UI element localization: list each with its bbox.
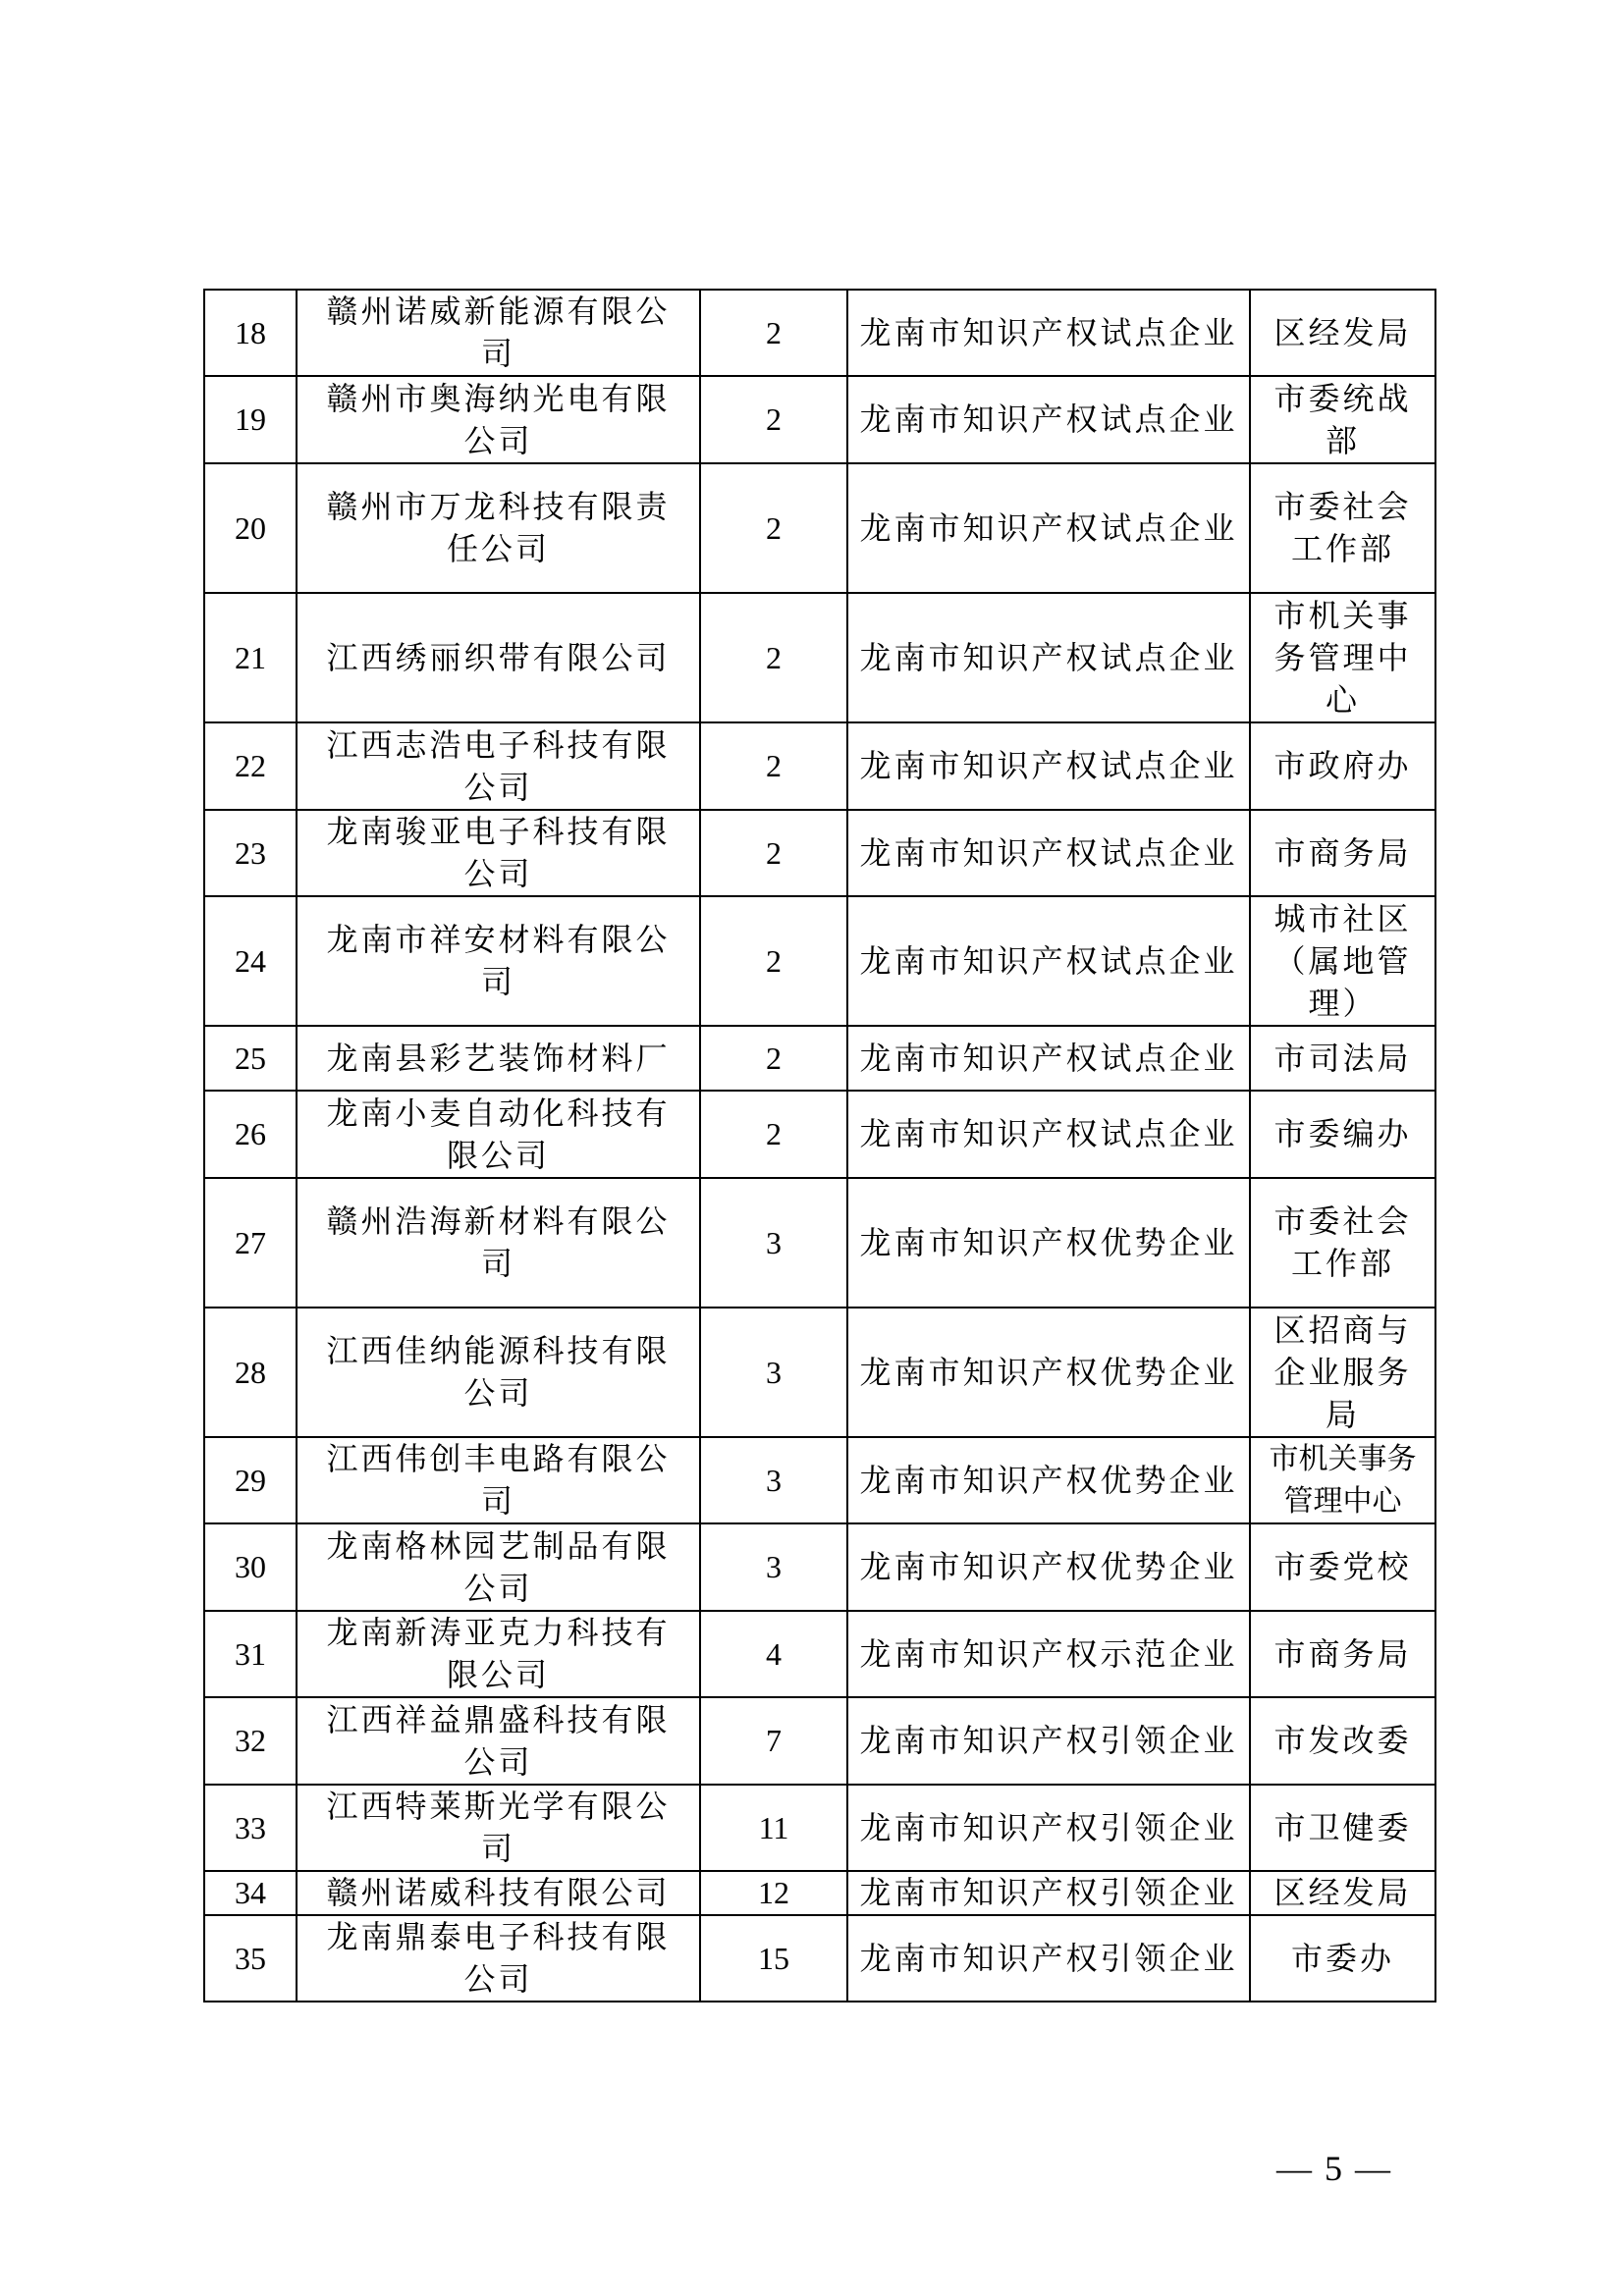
row-number-cell: 30 <box>204 1523 297 1611</box>
enterprise-type-cell: 龙南市知识产权试点企业 <box>847 290 1250 376</box>
enterprise-type-cell: 龙南市知识产权优势企业 <box>847 1308 1250 1437</box>
table-row <box>204 593 1435 722</box>
table-row <box>204 1437 1435 1523</box>
department-cell: 区经发局 <box>1250 290 1435 376</box>
enterprise-type-cell: 龙南市知识产权优势企业 <box>847 1178 1250 1308</box>
amount-cell: 3 <box>700 1523 847 1611</box>
department-cell: 区经发局 <box>1250 1871 1435 1915</box>
row-number-cell: 24 <box>204 896 297 1026</box>
enterprise-type-cell: 龙南市知识产权试点企业 <box>847 593 1250 722</box>
amount-cell: 2 <box>700 722 847 810</box>
amount-cell: 12 <box>700 1871 847 1915</box>
company-name-cell: 龙南格林园艺制品有限公司 <box>297 1523 700 1611</box>
amount-cell: 3 <box>700 1308 847 1437</box>
department-cell: 市司法局 <box>1250 1026 1435 1091</box>
enterprise-type-cell: 龙南市知识产权试点企业 <box>847 810 1250 896</box>
amount-cell: 2 <box>700 896 847 1026</box>
table-row <box>204 896 1435 1026</box>
row-number-cell: 33 <box>204 1785 297 1871</box>
enterprise-type-cell: 龙南市知识产权试点企业 <box>847 463 1250 593</box>
amount-cell: 7 <box>700 1697 847 1785</box>
table-row <box>204 1091 1435 1178</box>
company-name-cell: 江西志浩电子科技有限公司 <box>297 722 700 810</box>
company-name-cell: 江西佳纳能源科技有限公司 <box>297 1308 700 1437</box>
company-name-cell: 龙南县彩艺装饰材料厂 <box>297 1026 700 1091</box>
company-name-cell: 龙南骏亚电子科技有限公司 <box>297 810 700 896</box>
row-number-cell: 19 <box>204 376 297 463</box>
row-number-cell: 29 <box>204 1437 297 1523</box>
amount-cell: 4 <box>700 1611 847 1697</box>
table-row <box>204 1785 1435 1871</box>
enterprise-type-cell: 龙南市知识产权试点企业 <box>847 896 1250 1026</box>
department-cell: 市发改委 <box>1250 1697 1435 1785</box>
row-number-cell: 32 <box>204 1697 297 1785</box>
amount-cell: 2 <box>700 290 847 376</box>
amount-cell: 3 <box>700 1437 847 1523</box>
table-row <box>204 1308 1435 1437</box>
enterprise-type-cell: 龙南市知识产权引领企业 <box>847 1697 1250 1785</box>
enterprise-type-cell: 龙南市知识产权示范企业 <box>847 1611 1250 1697</box>
company-name-cell: 江西祥益鼎盛科技有限公司 <box>297 1697 700 1785</box>
row-number-cell: 23 <box>204 810 297 896</box>
amount-cell: 2 <box>700 376 847 463</box>
company-name-cell: 江西伟创丰电路有限公司 <box>297 1437 700 1523</box>
table-row <box>204 1523 1435 1611</box>
amount-cell: 2 <box>700 463 847 593</box>
department-cell: 市机关事务管理中心 <box>1250 1437 1435 1523</box>
row-number-cell: 18 <box>204 290 297 376</box>
company-name-cell: 江西特莱斯光学有限公司 <box>297 1785 700 1871</box>
department-cell: 市委编办 <box>1250 1091 1435 1178</box>
amount-cell: 2 <box>700 810 847 896</box>
company-name-cell: 江西绣丽织带有限公司 <box>297 593 700 722</box>
row-number-cell: 35 <box>204 1915 297 2002</box>
company-name-cell: 赣州诺威科技有限公司 <box>297 1871 700 1915</box>
enterprise-type-cell: 龙南市知识产权引领企业 <box>847 1871 1250 1915</box>
department-cell: 市政府办 <box>1250 722 1435 810</box>
company-name-cell: 赣州诺威新能源有限公司 <box>297 290 700 376</box>
enterprise-type-cell: 龙南市知识产权试点企业 <box>847 376 1250 463</box>
company-name-cell: 赣州浩海新材料有限公司 <box>297 1178 700 1308</box>
table-body <box>204 290 1435 2002</box>
company-name-cell: 龙南鼎泰电子科技有限公司 <box>297 1915 700 2002</box>
row-number-cell: 31 <box>204 1611 297 1697</box>
table-row <box>204 722 1435 810</box>
department-cell: 市商务局 <box>1250 810 1435 896</box>
department-cell: 市委社会工作部 <box>1250 1178 1435 1308</box>
amount-cell: 11 <box>700 1785 847 1871</box>
department-cell: 区招商与企业服务局 <box>1250 1308 1435 1437</box>
row-number-cell: 34 <box>204 1871 297 1915</box>
company-name-cell: 赣州市奥海纳光电有限公司 <box>297 376 700 463</box>
row-number-cell: 28 <box>204 1308 297 1437</box>
row-number-cell: 21 <box>204 593 297 722</box>
enterprise-type-cell: 龙南市知识产权试点企业 <box>847 1091 1250 1178</box>
table-row <box>204 463 1435 593</box>
department-cell: 城市社区（属地管理） <box>1250 896 1435 1026</box>
department-cell: 市商务局 <box>1250 1611 1435 1697</box>
page-number: — 5 — <box>1276 2149 1392 2188</box>
table-row <box>204 1871 1435 1915</box>
enterprise-list-table <box>203 289 1436 2002</box>
amount-cell: 2 <box>700 1026 847 1091</box>
table-row <box>204 1178 1435 1308</box>
table-row <box>204 1026 1435 1091</box>
table-row <box>204 810 1435 896</box>
department-cell: 市委统战部 <box>1250 376 1435 463</box>
department-cell: 市委党校 <box>1250 1523 1435 1611</box>
department-cell: 市卫健委 <box>1250 1785 1435 1871</box>
department-cell: 市机关事务管理中心 <box>1250 593 1435 722</box>
company-name-cell: 赣州市万龙科技有限责任公司 <box>297 463 700 593</box>
company-name-cell: 龙南市祥安材料有限公司 <box>297 896 700 1026</box>
table-row <box>204 290 1435 376</box>
table-row <box>204 1915 1435 2002</box>
amount-cell: 2 <box>700 593 847 722</box>
table-row <box>204 376 1435 463</box>
enterprise-type-cell: 龙南市知识产权优势企业 <box>847 1523 1250 1611</box>
table-row <box>204 1611 1435 1697</box>
amount-cell: 15 <box>700 1915 847 2002</box>
enterprise-type-cell: 龙南市知识产权试点企业 <box>847 1026 1250 1091</box>
row-number-cell: 27 <box>204 1178 297 1308</box>
enterprise-type-cell: 龙南市知识产权试点企业 <box>847 722 1250 810</box>
row-number-cell: 22 <box>204 722 297 810</box>
table-row <box>204 1697 1435 1785</box>
row-number-cell: 25 <box>204 1026 297 1091</box>
amount-cell: 3 <box>700 1178 847 1308</box>
amount-cell: 2 <box>700 1091 847 1178</box>
enterprise-type-cell: 龙南市知识产权引领企业 <box>847 1785 1250 1871</box>
row-number-cell: 26 <box>204 1091 297 1178</box>
department-cell: 市委办 <box>1250 1915 1435 2002</box>
enterprise-type-cell: 龙南市知识产权引领企业 <box>847 1915 1250 2002</box>
company-name-cell: 龙南小麦自动化科技有限公司 <box>297 1091 700 1178</box>
department-cell: 市委社会工作部 <box>1250 463 1435 593</box>
company-name-cell: 龙南新涛亚克力科技有限公司 <box>297 1611 700 1697</box>
enterprise-type-cell: 龙南市知识产权优势企业 <box>847 1437 1250 1523</box>
row-number-cell: 20 <box>204 463 297 593</box>
